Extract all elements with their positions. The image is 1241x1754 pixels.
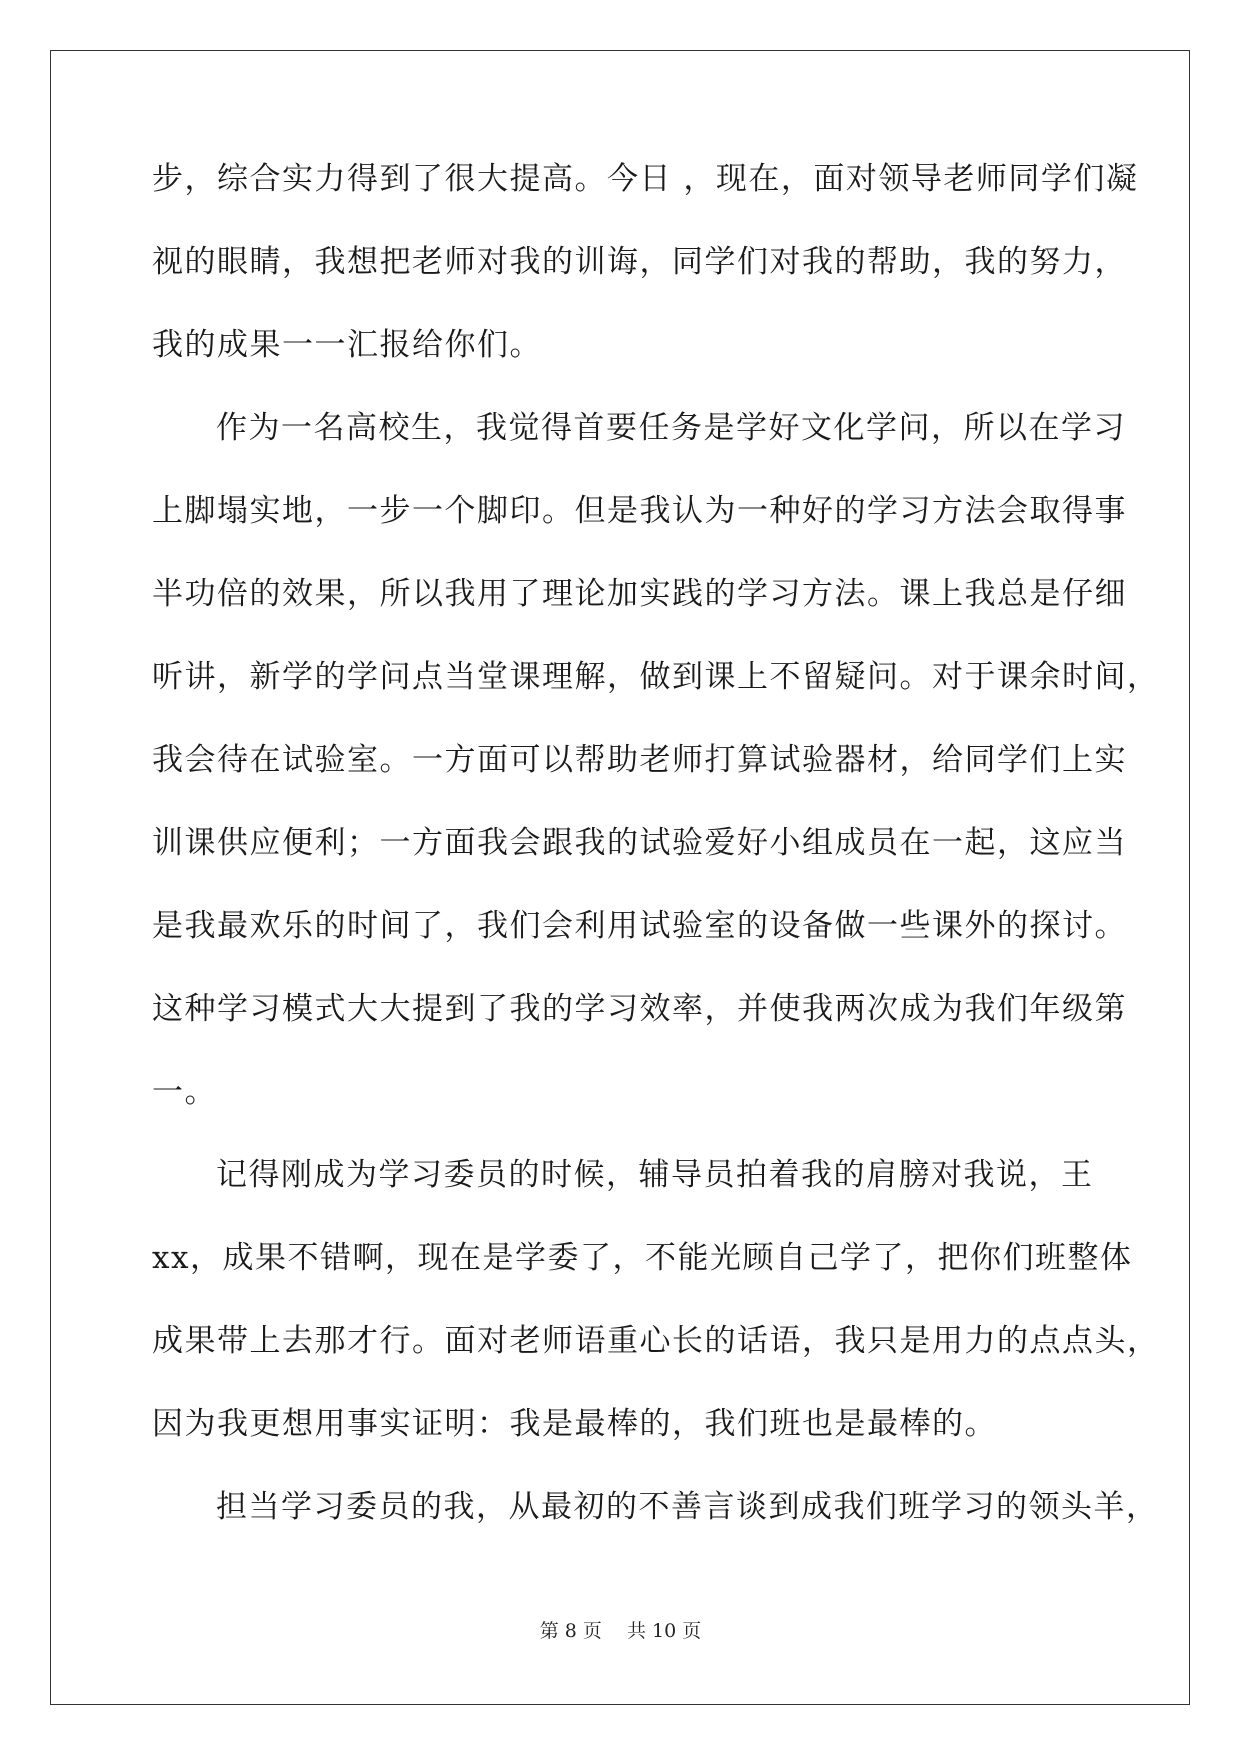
page-number-footer: 第 8 页 共 10 页 — [539, 1620, 702, 1642]
text-line: 我会待在试验室。一方面可以帮助老师打算试验器材，给同学们上实 — [152, 742, 1127, 778]
text-line: 这种学习模式大大提到了我的学习效率，并使我两次成为我们年级第 — [152, 991, 1127, 1027]
text-line: 一。 — [152, 1074, 217, 1110]
text-line: 担当学习委员的我，从最初的不善言谈到成我们班学习的领头羊， — [216, 1489, 1159, 1525]
text-line: 半功倍的效果，所以我用了理论加实践的学习方法。课上我总是仔细 — [152, 576, 1127, 612]
text-line: 视的眼睛，我想把老师对我的训诲，同学们对我的帮助，我的努力， — [152, 244, 1127, 280]
document-body — [152, 160, 1160, 1571]
text-line: xx，成果不错啊，现在是学委了，不能光顾自己学了，把你们班整体 — [152, 1240, 1133, 1276]
text-line: 听讲，新学的学问点当堂课理解，做到课上不留疑问。对于课余时间， — [152, 659, 1160, 695]
text-line: 因为我更想用事实证明：我是最棒的，我们班也是最棒的。 — [152, 1406, 997, 1442]
text-line: 记得刚成为学习委员的时候，辅导员拍着我的肩膀对我说，王 — [216, 1157, 1094, 1193]
text-line: 作为一名高校生，我觉得首要任务是学好文化学问，所以在学习 — [216, 410, 1126, 446]
text-line: 训课供应便利；一方面我会跟我的试验爱好小组成员在一起，这应当 — [152, 825, 1127, 861]
text-line: 步，综合实力得到了很大提高。今日 ，现在，面对领导老师同学们凝 — [152, 161, 1139, 197]
text-line: 成果带上去那才行。面对老师语重心长的话语，我只是用力的点点头， — [152, 1323, 1160, 1359]
text-line: 是我最欢乐的时间了，我们会利用试验室的设备做一些课外的探讨。 — [152, 908, 1127, 944]
text-line: 我的成果一一汇报给你们。 — [152, 327, 542, 363]
text-line: 上脚塌实地，一步一个脚印。但是我认为一种好的学习方法会取得事 — [152, 493, 1127, 529]
